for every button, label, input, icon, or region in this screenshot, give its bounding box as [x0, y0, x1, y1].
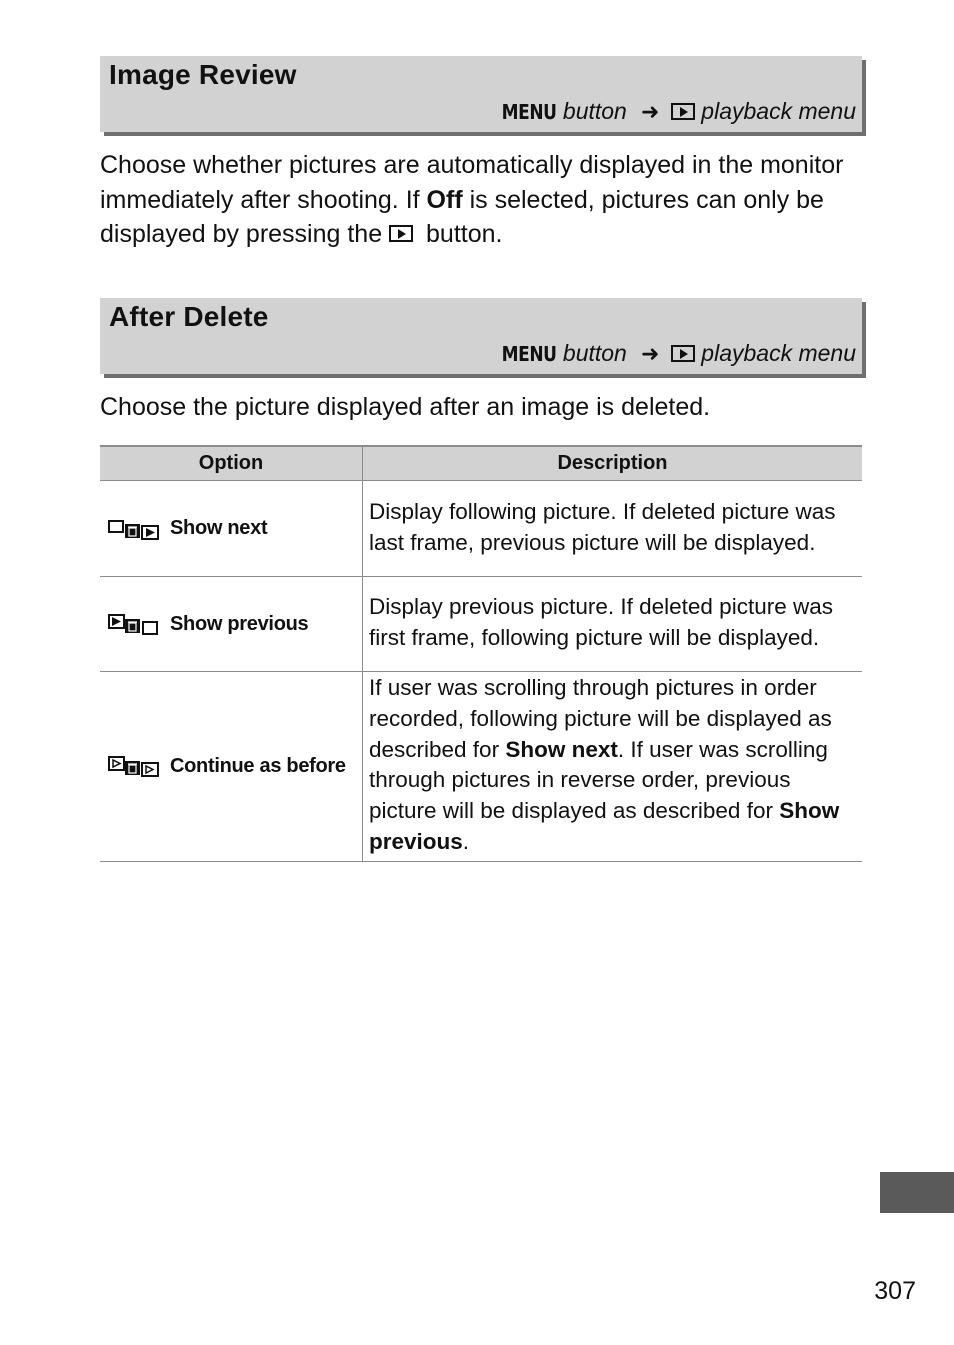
- show-previous-icon: [108, 611, 160, 637]
- menu-path-image-review: [492, 98, 856, 125]
- menu-name: playback menu: [701, 340, 856, 366]
- table-row: [100, 481, 862, 577]
- desc-bold-show-previous: Show previous: [369, 798, 840, 854]
- desc-text: . If user was scrolling through pictures in reverse order, previous picture will be displayed as described for: [369, 736, 828, 824]
- desc-text: If user was scrolling through pictures in order recorded, following picture will be displayed as described for: [369, 675, 832, 762]
- after-delete-header: [100, 298, 862, 374]
- option-cell: [100, 672, 363, 862]
- option-cell: [100, 481, 363, 577]
- option-label: Show previous: [170, 612, 309, 635]
- table-row: [100, 577, 862, 672]
- description-cell: [363, 672, 863, 862]
- show-next-icon: [108, 516, 160, 542]
- menu-path-after-delete: [492, 340, 856, 367]
- image-review-description: [100, 148, 870, 252]
- desc-text: .: [462, 828, 470, 854]
- description-cell: Display previous picture. If deleted picture was first frame, following picture will be displayed.: [363, 577, 863, 672]
- option-label: Show next: [170, 517, 268, 539]
- image-review-header: [100, 56, 862, 132]
- para-text: Choose whether pictures are automatically displayed in the monitor immediately after shooting. If: [100, 151, 844, 214]
- arrow-right-icon: ➜: [640, 98, 660, 124]
- button-word: button: [562, 98, 627, 124]
- menu-button-label: MENU: [502, 99, 557, 124]
- menu-button-label: MENU: [502, 341, 557, 366]
- para-text: is selected, pictures can only be displayed by pressing the: [100, 185, 824, 248]
- header-option: Option: [100, 446, 363, 481]
- arrow-right-icon: ➜: [640, 340, 660, 366]
- table-row: [100, 672, 862, 862]
- option-label: Continue as before: [170, 754, 346, 777]
- thumb-index-tab: [880, 1172, 954, 1213]
- options-table: [100, 445, 862, 862]
- menu-name: playback menu: [701, 98, 856, 124]
- table-header-row: [100, 446, 862, 481]
- para-bold-off: Off: [426, 185, 463, 214]
- header-description: Description: [363, 446, 863, 481]
- desc-bold-show-next: Show next: [505, 736, 618, 762]
- playback-icon: [671, 103, 695, 120]
- description-cell: Display following picture. If deleted picture was last frame, previous picture will be displayed.: [363, 481, 863, 577]
- para-text: button.: [419, 220, 503, 248]
- continue-as-before-icon: [108, 753, 160, 779]
- option-cell: [100, 577, 363, 672]
- playback-icon: [671, 345, 695, 362]
- button-word: button: [562, 340, 627, 366]
- section-title-after-delete: After Delete: [109, 301, 269, 332]
- after-delete-intro: Choose the picture displayed after an image is deleted.: [100, 393, 711, 421]
- playback-button-icon: [389, 225, 413, 242]
- section-title-image-review: Image Review: [109, 59, 297, 90]
- page-number: 307: [874, 1277, 916, 1305]
